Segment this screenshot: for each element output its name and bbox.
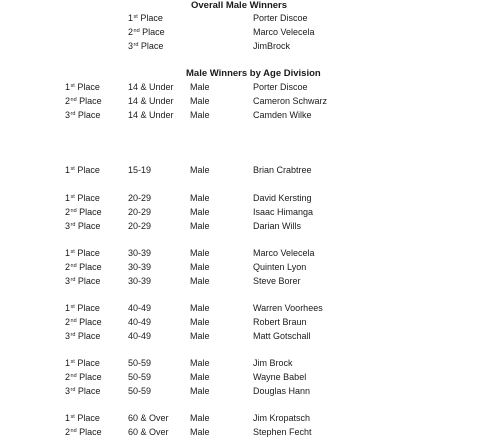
place-number: 2 bbox=[65, 96, 71, 106]
place-word: Place bbox=[77, 248, 100, 258]
place-word: Place bbox=[77, 193, 100, 203]
place-label bbox=[65, 330, 100, 344]
place-word: Place bbox=[77, 221, 101, 231]
place-suffix: nd bbox=[70, 97, 77, 103]
place-number: 2 bbox=[65, 262, 71, 272]
age-division: 40-49 bbox=[128, 303, 152, 313]
gender: Male bbox=[190, 262, 210, 272]
age-division: 20-29 bbox=[128, 193, 152, 203]
age-division: 50-59 bbox=[128, 386, 152, 396]
place-label bbox=[65, 206, 102, 220]
age-division: 30-39 bbox=[128, 262, 152, 272]
place-word: Place bbox=[140, 13, 163, 23]
place-word: Place bbox=[77, 358, 100, 368]
age-division: 40-49 bbox=[128, 331, 152, 341]
age-division: 60 & Over bbox=[128, 427, 169, 437]
gender: Male bbox=[190, 276, 210, 286]
place-label bbox=[65, 164, 100, 178]
place-suffix: st bbox=[70, 166, 75, 172]
place-word: Place bbox=[79, 262, 102, 272]
gender: Male bbox=[190, 427, 210, 437]
winner-name: Jim Kropatsch bbox=[253, 413, 311, 423]
winner-name: Stephen Fecht bbox=[253, 427, 312, 437]
place-label bbox=[65, 247, 100, 261]
place-label bbox=[65, 109, 100, 123]
place-number: 1 bbox=[65, 248, 71, 258]
place-number: 2 bbox=[65, 427, 71, 437]
winner-name: Cameron Schwarz bbox=[253, 96, 328, 106]
place-word: Place bbox=[142, 27, 165, 37]
gender: Male bbox=[190, 82, 210, 92]
age-division: 20-29 bbox=[128, 221, 152, 231]
place-suffix: rd bbox=[70, 222, 76, 228]
place-label bbox=[65, 426, 102, 440]
place-suffix: rd bbox=[70, 332, 76, 338]
gender: Male bbox=[190, 386, 210, 396]
place-label bbox=[65, 275, 100, 289]
place-word: Place bbox=[79, 372, 102, 382]
place-number: 3 bbox=[65, 276, 71, 286]
place-suffix: nd bbox=[70, 318, 77, 324]
place-suffix: st bbox=[70, 414, 75, 420]
age-division: 15-19 bbox=[128, 165, 152, 175]
gender: Male bbox=[190, 372, 210, 382]
place-word: Place bbox=[77, 110, 101, 120]
place-suffix: rd bbox=[70, 387, 76, 393]
place-number: 1 bbox=[65, 193, 71, 203]
place-suffix: nd bbox=[70, 208, 77, 214]
gender: Male bbox=[190, 193, 210, 203]
place-number: 1 bbox=[65, 165, 71, 175]
place-label bbox=[65, 357, 100, 371]
place-word: Place bbox=[79, 96, 102, 106]
gender: Male bbox=[190, 165, 210, 175]
age-division: 14 & Under bbox=[128, 82, 174, 92]
place-word: Place bbox=[79, 427, 102, 437]
age-division: 60 & Over bbox=[128, 413, 169, 423]
place-label bbox=[65, 261, 102, 275]
place-label bbox=[128, 12, 163, 26]
place-label bbox=[65, 192, 100, 206]
place-number: 3 bbox=[128, 41, 134, 51]
place-number: 2 bbox=[128, 27, 134, 37]
gender: Male bbox=[190, 207, 210, 217]
age-division: 20-29 bbox=[128, 207, 152, 217]
place-suffix: st bbox=[70, 194, 75, 200]
age-division: 50-59 bbox=[128, 358, 152, 368]
place-label bbox=[65, 220, 100, 234]
winner-name: Camden Wilke bbox=[253, 110, 312, 120]
place-label bbox=[65, 95, 102, 109]
age-division: 14 & Under bbox=[128, 96, 174, 106]
place-number: 3 bbox=[65, 331, 71, 341]
place-number: 1 bbox=[65, 413, 71, 423]
gender: Male bbox=[190, 221, 210, 231]
overall-title: Overall Male Winners bbox=[191, 0, 288, 11]
winner-name: Douglas Hann bbox=[253, 386, 311, 396]
place-word: Place bbox=[77, 276, 101, 286]
gender: Male bbox=[190, 110, 210, 120]
place-label bbox=[65, 412, 100, 426]
winner-name: JimBrock bbox=[253, 41, 291, 51]
place-suffix: rd bbox=[70, 277, 76, 283]
winner-name: Marco Velecela bbox=[253, 27, 315, 37]
place-number: 3 bbox=[65, 386, 71, 396]
place-suffix: st bbox=[133, 14, 138, 20]
place-label bbox=[65, 371, 102, 385]
place-label bbox=[65, 302, 100, 316]
winner-name: Warren Voorhees bbox=[253, 303, 323, 313]
place-word: Place bbox=[77, 82, 100, 92]
place-label bbox=[65, 316, 102, 330]
winner-name: Robert Braun bbox=[253, 317, 307, 327]
winner-name: Steve Borer bbox=[253, 276, 301, 286]
gender: Male bbox=[190, 331, 210, 341]
place-suffix: st bbox=[70, 359, 75, 365]
gender: Male bbox=[190, 317, 210, 327]
winner-name: Darian Wills bbox=[253, 221, 302, 231]
winner-name: Quinten Lyon bbox=[253, 262, 307, 272]
place-suffix: nd bbox=[133, 28, 140, 34]
place-suffix: st bbox=[70, 304, 75, 310]
place-word: Place bbox=[77, 413, 100, 423]
winner-name: Matt Gotschall bbox=[253, 331, 311, 341]
age-division: 30-39 bbox=[128, 276, 152, 286]
place-suffix: nd bbox=[70, 263, 77, 269]
gender: Male bbox=[190, 303, 210, 313]
place-number: 1 bbox=[65, 303, 71, 313]
place-word: Place bbox=[140, 41, 164, 51]
winner-name: Jim Brock bbox=[253, 358, 293, 368]
gender: Male bbox=[190, 248, 210, 258]
gender: Male bbox=[190, 413, 210, 423]
winner-name: David Kersting bbox=[253, 193, 312, 203]
gender: Male bbox=[190, 96, 210, 106]
place-label bbox=[65, 81, 100, 95]
place-word: Place bbox=[77, 386, 101, 396]
place-number: 3 bbox=[65, 110, 71, 120]
winner-name: Wayne Babel bbox=[253, 372, 307, 382]
place-number: 2 bbox=[65, 372, 71, 382]
age-division-title: Male Winners by Age Division bbox=[186, 68, 321, 79]
winner-name: Isaac Himanga bbox=[253, 207, 314, 217]
place-suffix: st bbox=[70, 83, 75, 89]
age-division: 40-49 bbox=[128, 317, 152, 327]
place-number: 3 bbox=[65, 221, 71, 231]
gender: Male bbox=[190, 358, 210, 368]
place-suffix: nd bbox=[70, 373, 77, 379]
place-word: Place bbox=[79, 317, 102, 327]
place-number: 1 bbox=[65, 82, 71, 92]
age-division: 14 & Under bbox=[128, 110, 174, 120]
place-number: 2 bbox=[65, 207, 71, 217]
place-number: 1 bbox=[65, 358, 71, 368]
age-division: 30-39 bbox=[128, 248, 152, 258]
place-label bbox=[128, 40, 163, 54]
place-number: 1 bbox=[128, 13, 134, 23]
winner-name: Porter Discoe bbox=[253, 13, 308, 23]
place-word: Place bbox=[77, 331, 101, 341]
winner-name: Porter Discoe bbox=[253, 82, 308, 92]
place-label bbox=[128, 26, 165, 40]
place-suffix: rd bbox=[70, 111, 76, 117]
place-suffix: rd bbox=[133, 42, 139, 48]
place-number: 2 bbox=[65, 317, 71, 327]
place-word: Place bbox=[77, 303, 100, 313]
place-word: Place bbox=[79, 207, 102, 217]
place-suffix: st bbox=[70, 249, 75, 255]
place-label bbox=[65, 385, 100, 399]
place-suffix: nd bbox=[70, 428, 77, 434]
place-word: Place bbox=[77, 165, 100, 175]
age-division: 50-59 bbox=[128, 372, 152, 382]
winner-name: Brian Crabtree bbox=[253, 165, 312, 175]
winner-name: Marco Velecela bbox=[253, 248, 315, 258]
